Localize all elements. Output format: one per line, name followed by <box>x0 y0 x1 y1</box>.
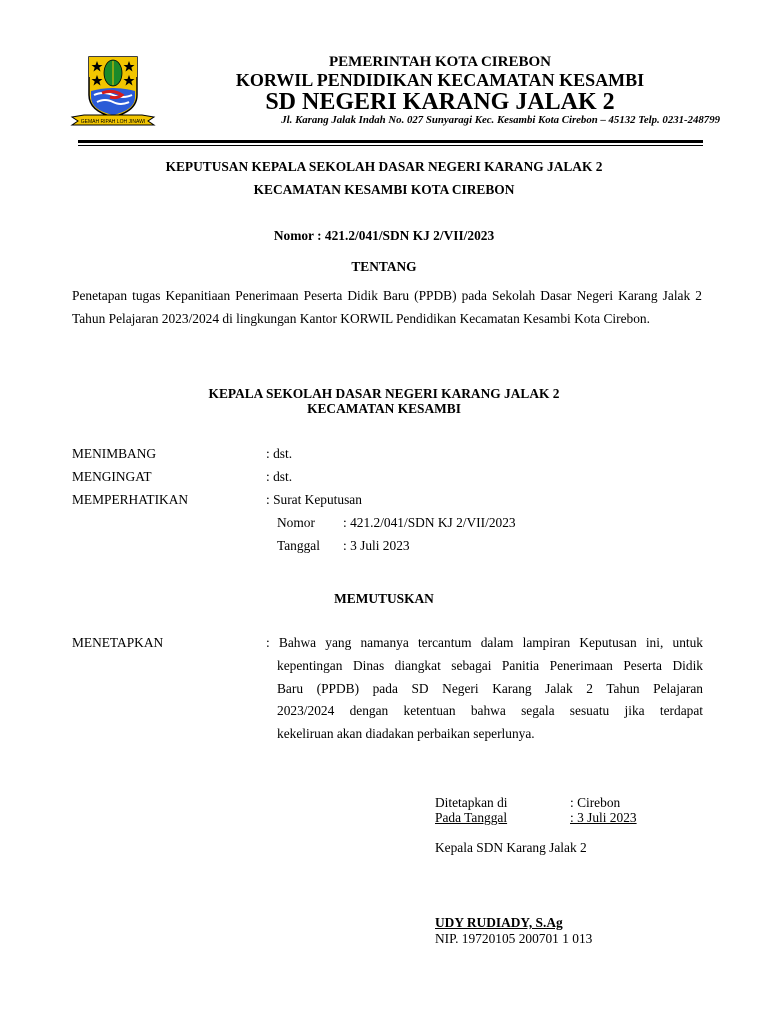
decision-line-2: kepentingan Dinas diangkat sebagai Panitia Penerimaan Peserta Didik <box>277 658 703 673</box>
mengingat-value: : dst. <box>266 469 293 484</box>
decision-line-4: 2023/2024 dengan ketentuan bahwa segala sesuatu jika terdapat <box>277 703 703 718</box>
about-paragraph: Penetapan tugas Kepanitiaan Penerimaan Peserta Didik Baru (PPDB) pada Sekolah Dasar Negeri Karang Jalak 2 Tahun Pelajaran 2023/2024 di lingkungan Kantor KORWIL Pendidikan Kecamatan Kesambi Kota Cirebon. <box>72 288 702 326</box>
letterhead-rule-thin <box>78 145 703 146</box>
city-crest-logo <box>70 55 156 127</box>
mengingat-label: MENGINGAT <box>72 469 152 484</box>
government-name: PEMERINTAH KOTA CIREBON <box>329 54 551 70</box>
signatory-name: UDY RUDIADY, S.Ag <box>435 915 563 930</box>
memperhatikan-value: : Surat Keputusan <box>266 492 362 507</box>
department-name: KORWIL PENDIDIKAN KECAMATAN KESAMBI <box>235 70 645 90</box>
memperhatikan-label: MEMPERHATIKAN <box>72 492 189 507</box>
about-heading: TENTANG <box>351 259 417 274</box>
school-name: SD NEGERI KARANG JALAK 2 <box>265 89 615 115</box>
decision-heading: MEMUTUSKAN <box>334 591 434 606</box>
nomor-label: Nomor <box>277 515 315 530</box>
menetapkan-label: MENETAPKAN <box>72 635 164 650</box>
decision-line-3: Baru (PPDB) pada SD Negeri Karang Jalak 2 Tahun Pelajaran <box>277 681 703 696</box>
place-value: : Cirebon <box>570 795 621 810</box>
letterhead-rule-thick <box>78 140 703 143</box>
tanggal-label: Tanggal <box>277 538 320 553</box>
school-address: Jl. Karang Jalak Indah No. 027 Sunyaragi Kec. Kesambi Kota Cirebon – 45132 Telp. 0231-248799 <box>281 114 720 126</box>
decree-title-line2: KECAMATAN KESAMBI KOTA CIREBON <box>253 182 515 197</box>
nomor-value: : 421.2/041/SDN KJ 2/VII/2023 <box>343 515 516 530</box>
cirebon-city-crest-icon <box>70 55 156 127</box>
signatory-nip: NIP. 19720105 200701 1 013 <box>435 931 593 946</box>
date-value: : 3 Juli 2023 <box>570 810 637 825</box>
logo-banner-text: GEMAH RIPAH LOH JINAWI <box>80 119 146 125</box>
date-label: Pada Tanggal <box>435 810 508 825</box>
decision-line-5: kekeliruan akan diadakan perbaikan seperlunya. <box>277 726 535 741</box>
decision-line-1: : Bahwa yang namanya tercantum dalam lampiran Keputusan ini, untuk <box>266 635 703 650</box>
menimbang-value: : dst. <box>266 446 293 461</box>
issuer-line1: KEPALA SEKOLAH DASAR NEGERI KARANG JALAK 2 <box>208 386 560 401</box>
menimbang-label: MENIMBANG <box>72 446 157 461</box>
tanggal-value: : 3 Juli 2023 <box>343 538 410 553</box>
decree-number: Nomor : 421.2/041/SDN KJ 2/VII/2023 <box>273 228 495 243</box>
decree-title-line1: KEPUTUSAN KEPALA SEKOLAH DASAR NEGERI KARANG JALAK 2 <box>165 159 603 174</box>
place-label: Ditetapkan di <box>435 795 508 810</box>
issuer-line2: KECAMATAN KESAMBI <box>307 401 461 416</box>
signatory-position: Kepala SDN Karang Jalak 2 <box>435 840 587 855</box>
